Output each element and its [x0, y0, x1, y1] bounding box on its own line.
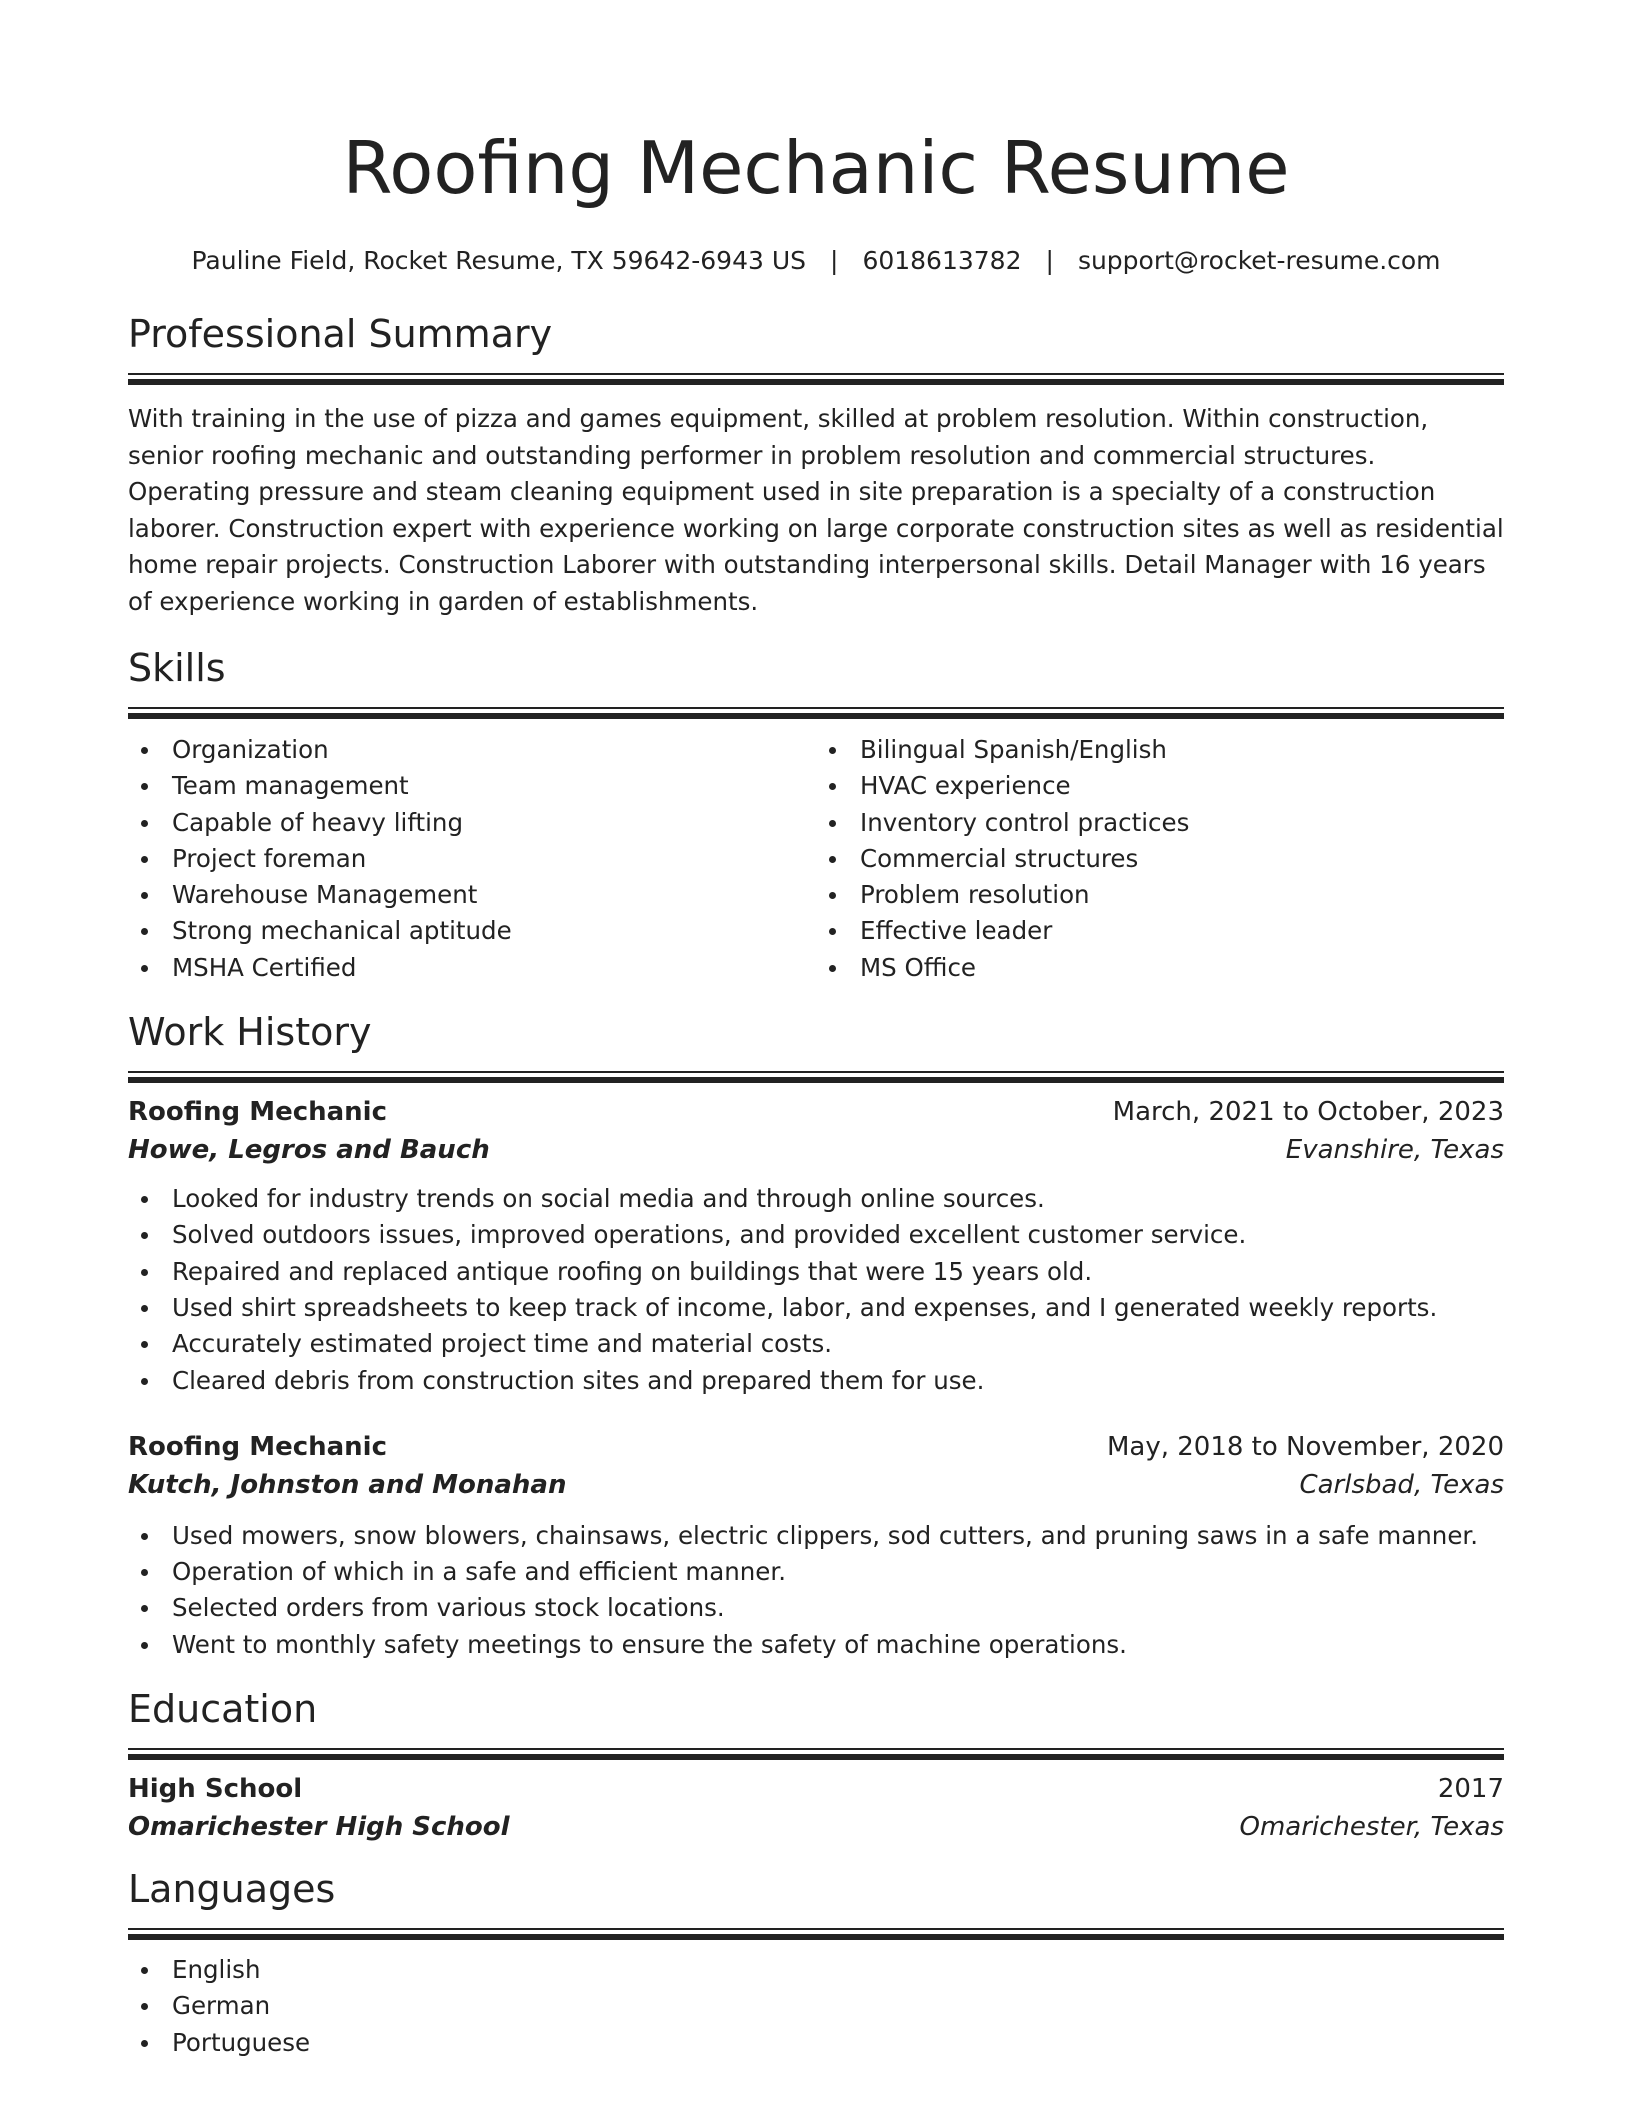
section-heading-skills: Skills: [128, 646, 226, 690]
section-divider: [128, 1748, 1504, 1758]
education-section: [128, 1684, 1504, 1846]
job-bullet: Went to monthly safety meetings to ensure the safety of machine operations.: [128, 1627, 1504, 1663]
section-divider: [128, 1928, 1504, 1938]
language-item: English: [128, 1952, 1504, 1988]
job-bullet: Cleared debris from construction sites and prepared them for use.: [128, 1363, 1504, 1399]
resume-title: Roofing Mechanic Resume: [342, 126, 1290, 210]
section-heading-education: Education: [128, 1687, 318, 1732]
skill-item: Team management: [128, 768, 816, 804]
education-location: Omarichester, Texas: [1239, 1812, 1504, 1843]
section-divider: [128, 707, 1504, 717]
skill-item: Bilingual Spanish/English: [816, 732, 1504, 768]
job-bullet: Solved outdoors issues, improved operations, and provided excellent customer service.: [128, 1217, 1504, 1253]
job-title: Roofing Mechanic: [128, 1431, 387, 1462]
education-degree: High School: [128, 1774, 303, 1805]
job-subheader-row: [128, 1466, 1504, 1504]
job-location: Evanshire, Texas: [1285, 1135, 1504, 1166]
section-heading-work-history: Work History: [128, 1010, 372, 1055]
skill-item: Project foreman: [128, 841, 816, 877]
section-divider: [128, 373, 1504, 383]
skill-item: HVAC experience: [816, 768, 1504, 804]
job-entry: [128, 1428, 1504, 1663]
skill-item: MSHA Certified: [128, 950, 816, 986]
skills-column-left: [128, 732, 816, 986]
summary-text: With training in the use of pizza and games equipment, skilled at problem resolution. Within construction, senior roofing mechanic and outstanding performer in problem resolution and commercial structures. Operating pressure and steam cleaning equipment used in site preparation is a specialty of a construction laborer. Construction expert with experience working on large corporate construction sites as well as residential home repair projects. Construction Laborer with outstanding interpersonal skills. Detail Manager with 16 years of experience working in garden of establishments.: [128, 404, 1504, 616]
skill-item: Commercial structures: [816, 841, 1504, 877]
skill-item: Problem resolution: [816, 877, 1504, 913]
work-history-section: [128, 1007, 1504, 1663]
job-header-row: [128, 1428, 1504, 1466]
section-heading-languages: Languages: [128, 1867, 336, 1912]
skills-section: [128, 643, 1504, 986]
job-subheader-row: [128, 1131, 1504, 1169]
job-bullet: Used mowers, snow blowers, chainsaws, electric clippers, sod cutters, and pruning saws in a safe manner.: [128, 1518, 1504, 1554]
skills-column-right: [816, 732, 1504, 986]
skills-list-right: [816, 732, 1504, 986]
contact-email: support@rocket-resume.com: [1077, 246, 1441, 275]
skill-item: Effective leader: [816, 913, 1504, 949]
section-divider: [128, 1071, 1504, 1081]
skill-item: MS Office: [816, 950, 1504, 986]
job-bullets: [128, 1518, 1504, 1663]
language-item: Portuguese: [128, 2025, 1504, 2061]
education-entry: [128, 1770, 1504, 1846]
job-location: Carlsbad, Texas: [1299, 1469, 1504, 1500]
job-company: Howe, Legros and Bauch: [128, 1135, 490, 1166]
contact-separator: |: [1045, 246, 1054, 275]
summary-section: [128, 309, 1504, 620]
languages-list: [128, 1952, 1504, 2061]
job-dates: May, 2018 to November, 2020: [1106, 1431, 1504, 1462]
language-item: German: [128, 1988, 1504, 2024]
skills-columns: [128, 732, 1504, 986]
skill-item: Capable of heavy lifting: [128, 805, 816, 841]
contact-separator: |: [830, 246, 839, 275]
job-bullet: Used shirt spreadsheets to keep track of income, labor, and expenses, and I generated weekly reports.: [128, 1290, 1504, 1326]
job-entry: [128, 1093, 1504, 1399]
job-bullet: Selected orders from various stock locations.: [128, 1590, 1504, 1626]
skill-item: Organization: [128, 732, 816, 768]
skill-item: Inventory control practices: [816, 805, 1504, 841]
job-title: Roofing Mechanic: [128, 1097, 387, 1128]
contact-line: [128, 244, 1504, 278]
contact-address: Pauline Field, Rocket Resume, TX 59642-6943 US: [191, 246, 806, 275]
section-heading-summary: Professional Summary: [128, 312, 553, 356]
education-subheader-row: [128, 1808, 1504, 1846]
job-bullets: [128, 1181, 1504, 1399]
skill-item: Warehouse Management: [128, 877, 816, 913]
contact-phone: 6018613782: [862, 246, 1022, 275]
job-bullet: Operation of which in a safe and efficient manner.: [128, 1554, 1504, 1590]
education-year: 2017: [1437, 1774, 1504, 1805]
languages-section: [128, 1864, 1504, 2061]
skills-list-left: [128, 732, 816, 986]
job-bullet: Looked for industry trends on social media and through online sources.: [128, 1181, 1504, 1217]
job-bullet: Repaired and replaced antique roofing on buildings that were 15 years old.: [128, 1254, 1504, 1290]
education-school: Omarichester High School: [128, 1812, 510, 1843]
job-dates: March, 2021 to October, 2023: [1112, 1097, 1504, 1128]
job-header-row: [128, 1093, 1504, 1131]
job-company: Kutch, Johnston and Monahan: [128, 1469, 567, 1500]
job-bullet: Accurately estimated project time and material costs.: [128, 1326, 1504, 1362]
education-header-row: [128, 1770, 1504, 1808]
skill-item: Strong mechanical aptitude: [128, 913, 816, 949]
